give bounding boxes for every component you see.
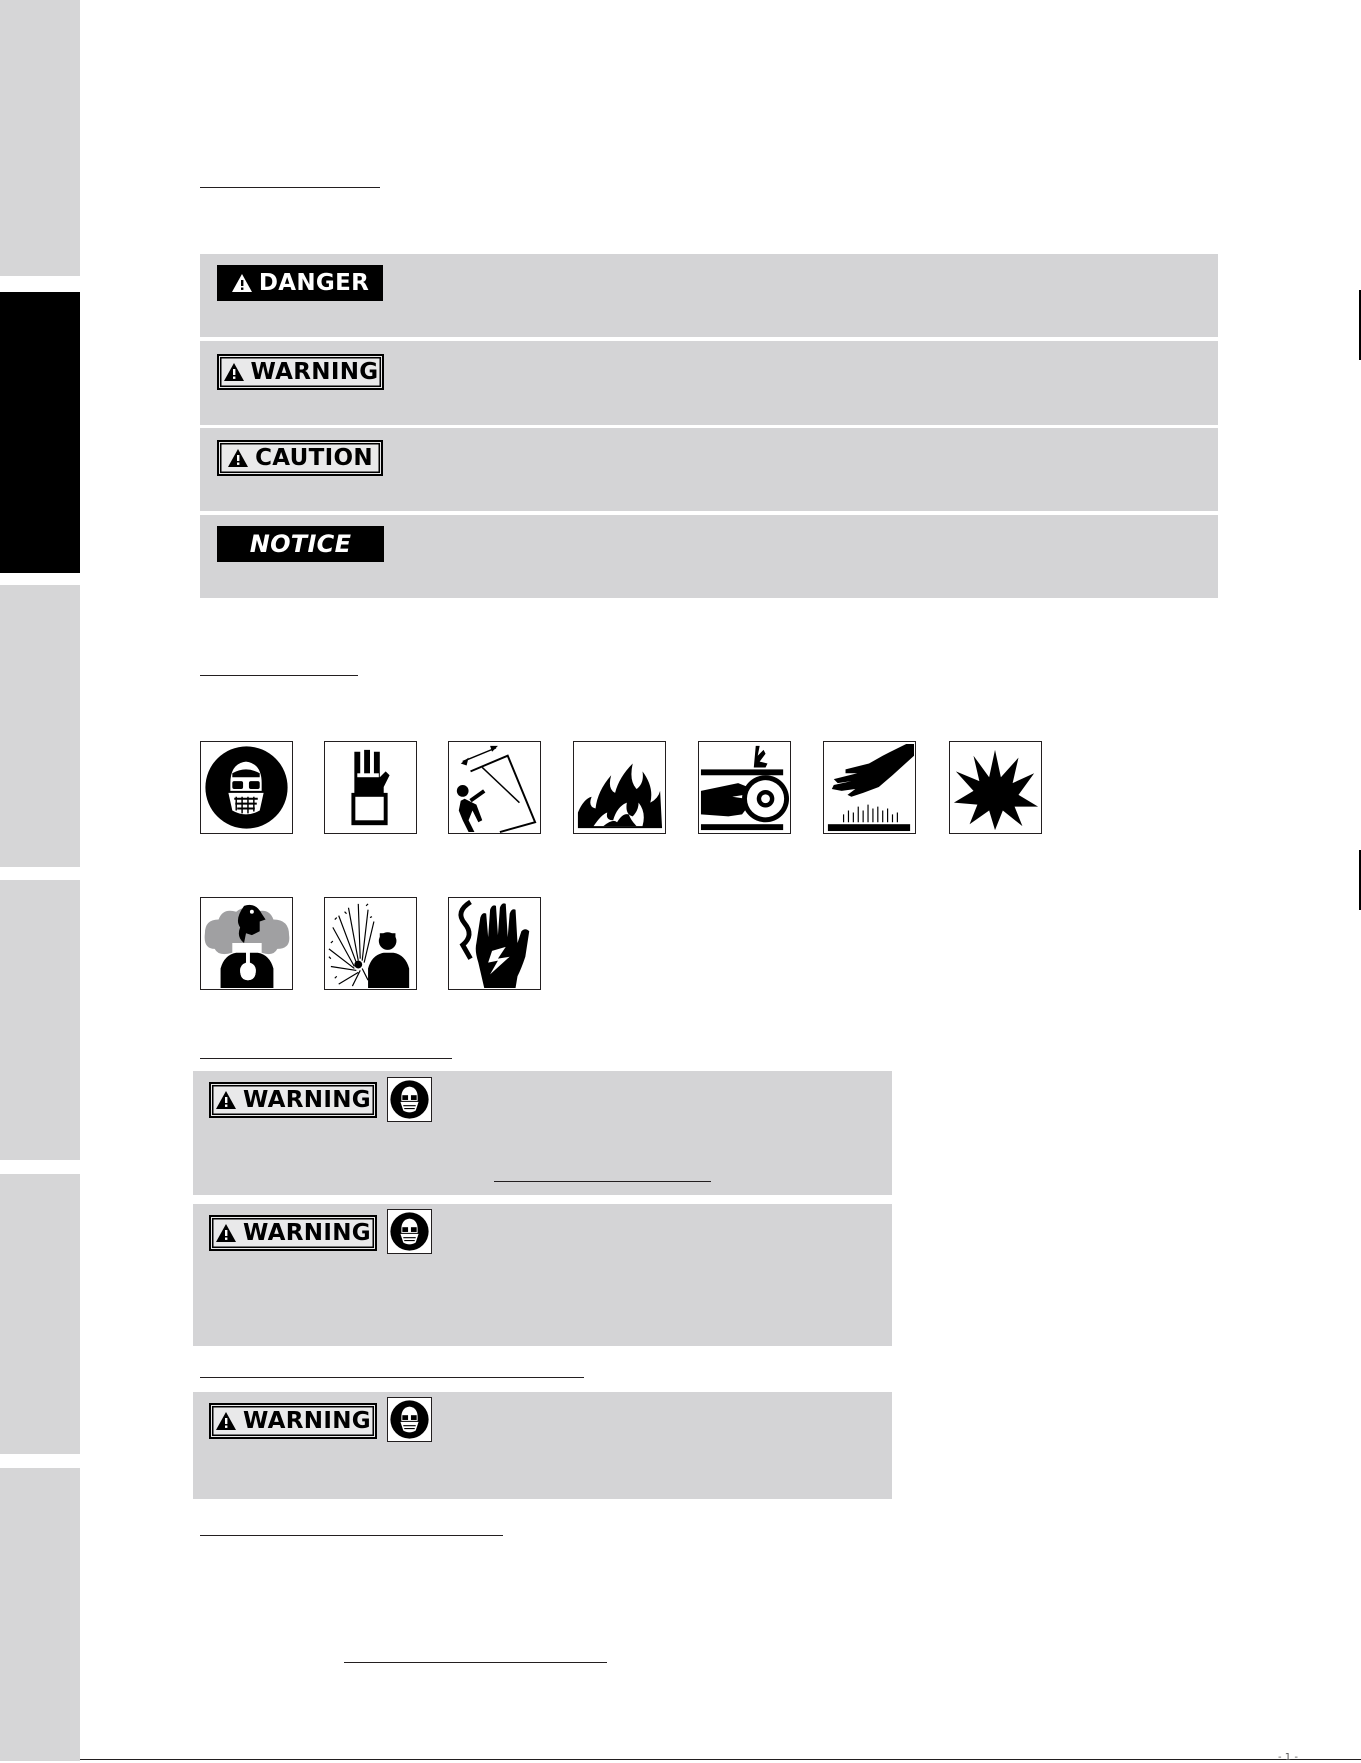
warning-label [209,1082,377,1118]
notice-label [217,526,384,562]
warning-label [217,354,384,390]
explosion-hazard-icon [949,741,1042,834]
side-tab-5[interactable] [0,1174,80,1454]
side-tab-6[interactable] [0,1468,80,1761]
warning-text: WARNING [250,359,379,385]
link-underline [344,1662,607,1663]
alert-triangle-icon [231,273,253,293]
side-tab-4[interactable] [0,880,80,1160]
danger-label [217,265,383,301]
respirator-mask-icon [387,1209,432,1254]
section-heading-underline [200,1058,452,1059]
warning-label [209,1215,377,1251]
electric-shock-icon [448,897,541,990]
caution-text: CAUTION [255,445,373,471]
section-heading-underline [200,1377,584,1378]
page-number: - 1 - [1278,1752,1298,1763]
section-heading-underline [200,1535,503,1536]
flying-debris-icon [324,897,417,990]
fire-hazard-icon [573,741,666,834]
notice-text: NOTICE [249,530,352,558]
hot-surface-icon [823,741,916,834]
section-heading-underline [200,187,380,188]
alert-triangle-icon [215,1411,237,1431]
respirator-mask-icon [387,1397,432,1442]
respirator-mask-icon [387,1077,432,1122]
respirator-mask-icon [200,741,293,834]
alert-triangle-icon [215,1090,237,1110]
caution-label [217,440,383,476]
entanglement-hazard-icon [698,741,791,834]
lifting-hazard-icon [448,741,541,834]
side-tab-1[interactable] [0,0,80,276]
side-tab-2-active[interactable] [0,292,80,573]
footer-line [80,1759,1361,1760]
warning-text: WARNING [243,1087,371,1113]
danger-text: DANGER [258,270,370,296]
warning-text: WARNING [243,1220,371,1246]
side-tab-3[interactable] [0,585,80,867]
protective-glove-icon [324,741,417,834]
link-underline [494,1181,711,1182]
warning-text: WARNING [243,1408,371,1434]
section-heading-underline [200,675,358,676]
alert-triangle-icon [215,1223,237,1243]
warning-label [209,1403,377,1439]
toxic-fumes-icon [200,897,293,990]
alert-triangle-icon [227,448,249,468]
alert-triangle-icon [223,362,245,382]
